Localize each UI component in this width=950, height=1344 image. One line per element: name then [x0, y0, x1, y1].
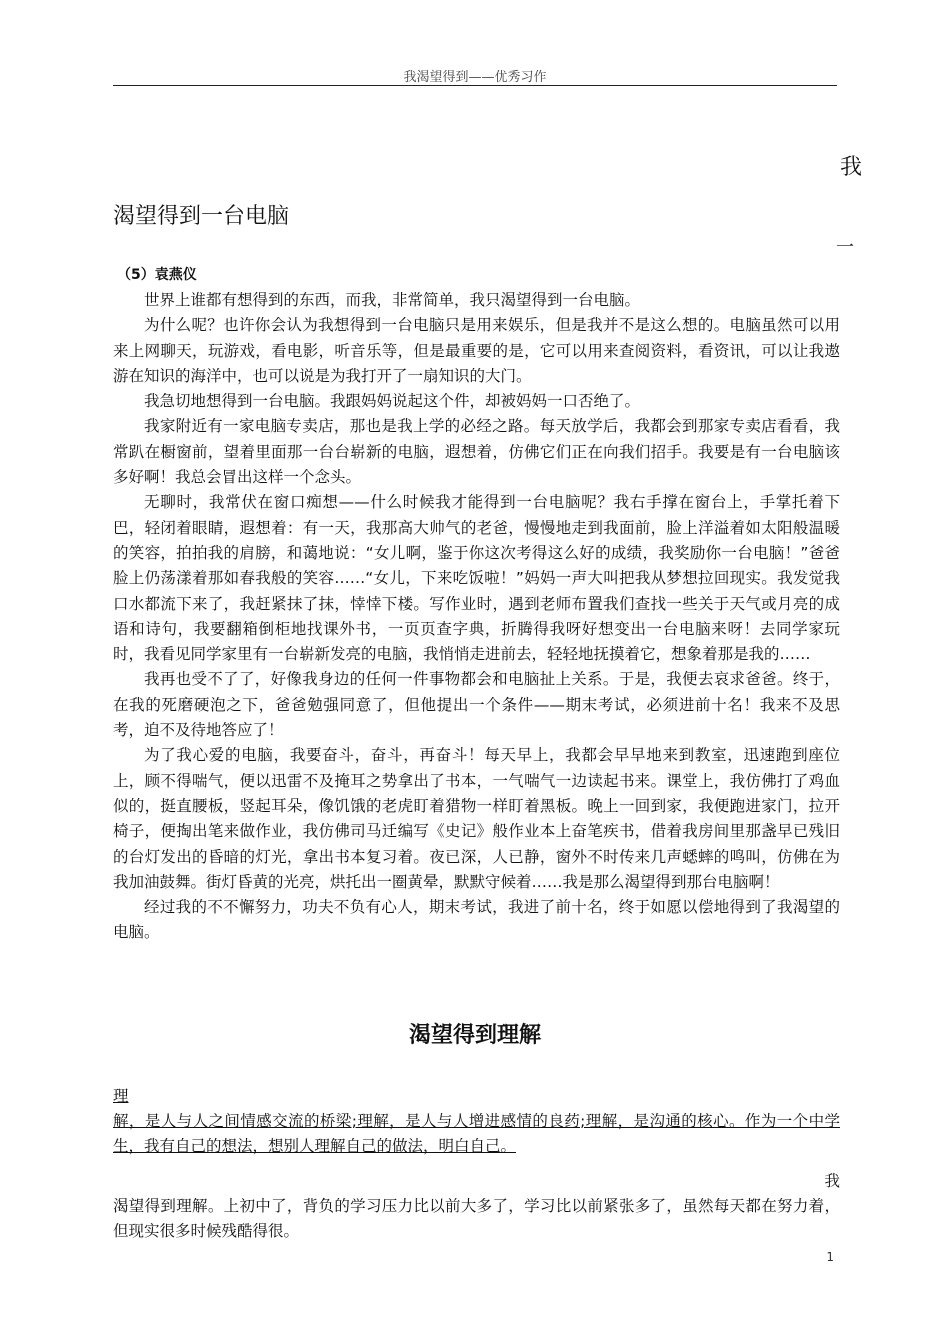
- essay1-paragraph: 我再也受不了了，好像我身边的任何一件事物都会和电脑扯上关系。于是，我便去哀求爸爸。终于，在我的死磨硬泡之下，爸爸勉强同意了，但他提出一个条件——期末考试，必须进前十名！我来不及思考，迫不及待地答应了！: [113, 670, 840, 740]
- essay1-author: （5）袁燕仪: [117, 267, 197, 283]
- essay1-paragraph: 为什么呢？也许你会认为我想得到一台电脑只是用来娱乐，但是我并不是这么想的。电脑虽然可以用来上网聊天，玩游戏，看电影，听音乐等，但是最重要的是，它可以用来查阅资料，看资讯，可以让我遨游在知识的海洋中，也可以说是为我打开了一扇知识的大门。: [113, 316, 840, 385]
- header-divider: [113, 85, 837, 86]
- essay1-body: [113, 288, 840, 946]
- essay1-paragraph: 经过我的不不懈努力，功夫不负有心人，期末考试，我进了前十名，终于如愿以偿地得到了我渴望的电脑。: [113, 898, 840, 942]
- essay1-paragraph: 无聊时，我常伏在窗口痴想——什么时候我才能得到一台电脑呢？我右手撑在窗台上，手掌托着下巴，轻闭着眼睛，遐想着：有一天，我那高大帅气的老爸，慢慢地走到我面前，脸上洋溢着如太阳般温暖的笑容，拍拍我的肩膀，和蔼地说：“女儿啊，鉴于你这次考得这么好的成绩，我奖励你一台电脑！”爸爸脸上仍荡漾着那如春我般的笑容……“女儿，下来吃饭啦！”妈妈一声大叫把我从梦想拉回现实。我发觉我口水都流下来了，我赶紧抹了抹，悻悻下楼。写作业时，遇到老师布置我们查找一些关于天气或月亮的成语和诗句，我要翻箱倒柜地找课外书，一页页查字典，折腾得我呀好想变出一台电脑来呀！去同学家玩时，我看见同学家里有一台崭新发亮的电脑，我悄悄走进前去，轻轻地抚摸着它，想象着那是我的……: [113, 493, 840, 664]
- essay1-title-first-char: 我: [839, 155, 862, 180]
- essay1-paragraph: 我急切地想得到一台电脑。我跟妈妈说起这个件，却被妈妈一口否绝了。: [144, 392, 641, 411]
- essay2-body: [113, 1084, 840, 1244]
- essay1-paragraph: 为了我心爱的电脑，我要奋斗，奋斗，再奋斗！每天早上，我都会早早地来到教室，迅速跑到座位上，顾不得喘气，便以迅雷不及掩耳之势拿出了书本，一气喘气一边读起书来。课堂上，我仿佛打了鸡血似的，挺直腰板，竖起耳朵，像饥饿的老虎盯着猎物一样盯着黑板。晚上一回到家，我便跑进家门，拉开椅子，便掏出笔来做作业，我仿佛司马迁编写《史记》般作业本上奋笔疾书，借着我房间里那盏早已残旧的台灯发出的昏暗的灯光，拿出书本复习着。夜已深，人已静，窗外不时传来几声蟋蟀的鸣叫，仿佛在为我加油鼓舞。街灯昏黄的光亮，烘托出一圈黄晕，默默守候着……我是那么渴望得到那台电脑啊！: [113, 746, 840, 891]
- paragraph-gap: [113, 1159, 840, 1169]
- page-number: 1: [826, 1250, 834, 1264]
- essay1-paragraph: 世界上谁都有想得到的东西，而我，非常简单，我只渴望得到一台电脑。: [144, 291, 641, 309]
- running-header: 我渴望得到——优秀习作: [403, 70, 547, 85]
- essay2-title: 渴望得到理解: [408, 1023, 541, 1048]
- essay2-p1-first-char: 理: [113, 1087, 129, 1105]
- essay2-paragraph: 渴望得到理解。上初中了，背负的学习压力比以前大多了，学习比以前紧张多了，虽然每天都在努力着，但现实很多时候残酷得很。: [113, 1197, 840, 1240]
- essay2-paragraph: 解，是人与人之间情感交流的桥梁;理解，是人与人增进感情的良药;理解，是沟通的核心。作为一个中学生，我有自己的想法，想别人理解自己的做法，明白自己。: [113, 1112, 840, 1155]
- essay2-p2-first-char: 我: [824, 1172, 840, 1190]
- essay1-title-dash: 一: [836, 237, 854, 258]
- essay1-title: 渴望得到一台电脑: [113, 204, 290, 229]
- essay1-paragraph: 我家附近有一家电脑专卖店，那也是我上学的必经之路。每天放学后，我都会到那家专卖店看看，我常趴在橱窗前，望着里面那一台台崭新的电脑，遐想着，仿佛它们正在向我们招手。我要是有一台电脑该多好啊！我总会冒出这样一个念头。: [113, 417, 840, 487]
